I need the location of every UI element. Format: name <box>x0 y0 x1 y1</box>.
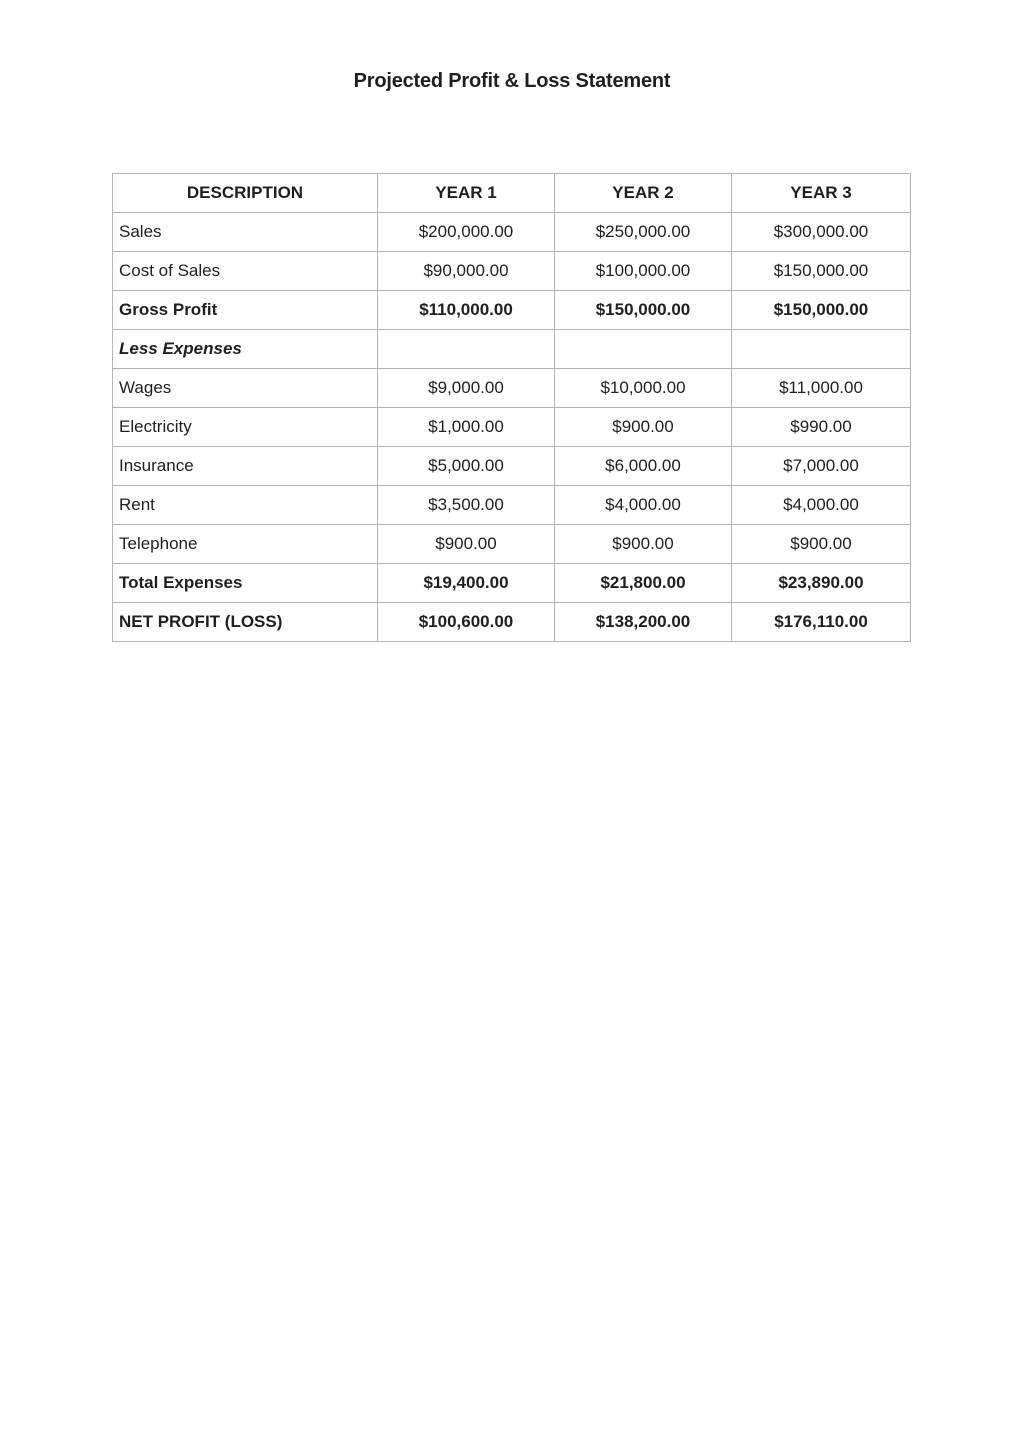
year-2-value: $900.00 <box>555 525 732 564</box>
year-2-value: $138,200.00 <box>555 603 732 642</box>
year-2-value: $900.00 <box>555 408 732 447</box>
year-1-value: $9,000.00 <box>378 369 555 408</box>
header-year-3: YEAR 3 <box>732 174 911 213</box>
row-electricity <box>113 408 911 447</box>
row-sales <box>113 213 911 252</box>
year-1-value: $1,000.00 <box>378 408 555 447</box>
year-1-value: $19,400.00 <box>378 564 555 603</box>
year-1-value <box>378 330 555 369</box>
year-3-value: $4,000.00 <box>732 486 911 525</box>
year-2-value: $10,000.00 <box>555 369 732 408</box>
year-2-value: $4,000.00 <box>555 486 732 525</box>
row-label: Telephone <box>113 525 378 564</box>
year-3-value: $300,000.00 <box>732 213 911 252</box>
row-label: Gross Profit <box>113 291 378 330</box>
year-2-value: $100,000.00 <box>555 252 732 291</box>
row-label: Insurance <box>113 447 378 486</box>
header-year-1: YEAR 1 <box>378 174 555 213</box>
row-label: Sales <box>113 213 378 252</box>
row-less-expenses <box>113 330 911 369</box>
row-label: Less Expenses <box>113 330 378 369</box>
year-3-value: $11,000.00 <box>732 369 911 408</box>
row-label: Cost of Sales <box>113 252 378 291</box>
year-1-value: $3,500.00 <box>378 486 555 525</box>
row-label: Rent <box>113 486 378 525</box>
header-year-2: YEAR 2 <box>555 174 732 213</box>
year-3-value: $7,000.00 <box>732 447 911 486</box>
year-3-value: $900.00 <box>732 525 911 564</box>
row-label: Electricity <box>113 408 378 447</box>
year-1-value: $110,000.00 <box>378 291 555 330</box>
year-2-value: $150,000.00 <box>555 291 732 330</box>
year-1-value: $200,000.00 <box>378 213 555 252</box>
header-description: DESCRIPTION <box>113 174 378 213</box>
year-3-value: $990.00 <box>732 408 911 447</box>
row-insurance <box>113 447 911 486</box>
row-gross-profit <box>113 291 911 330</box>
table-header-row <box>113 174 911 213</box>
year-3-value: $176,110.00 <box>732 603 911 642</box>
row-label: NET PROFIT (LOSS) <box>113 603 378 642</box>
year-3-value: $23,890.00 <box>732 564 911 603</box>
year-1-value: $900.00 <box>378 525 555 564</box>
year-2-value: $21,800.00 <box>555 564 732 603</box>
year-3-value: $150,000.00 <box>732 252 911 291</box>
row-total-expenses <box>113 564 911 603</box>
year-2-value: $250,000.00 <box>555 213 732 252</box>
row-telephone <box>113 525 911 564</box>
year-2-value: $6,000.00 <box>555 447 732 486</box>
year-1-value: $5,000.00 <box>378 447 555 486</box>
year-2-value <box>555 330 732 369</box>
row-label: Wages <box>113 369 378 408</box>
profit-loss-table <box>112 173 911 642</box>
year-3-value: $150,000.00 <box>732 291 911 330</box>
row-net-profit <box>113 603 911 642</box>
row-label: Total Expenses <box>113 564 378 603</box>
year-1-value: $90,000.00 <box>378 252 555 291</box>
row-wages <box>113 369 911 408</box>
page-title: Projected Profit & Loss Statement <box>353 70 671 92</box>
row-cost-of-sales <box>113 252 911 291</box>
year-3-value <box>732 330 911 369</box>
year-1-value: $100,600.00 <box>378 603 555 642</box>
row-rent <box>113 486 911 525</box>
